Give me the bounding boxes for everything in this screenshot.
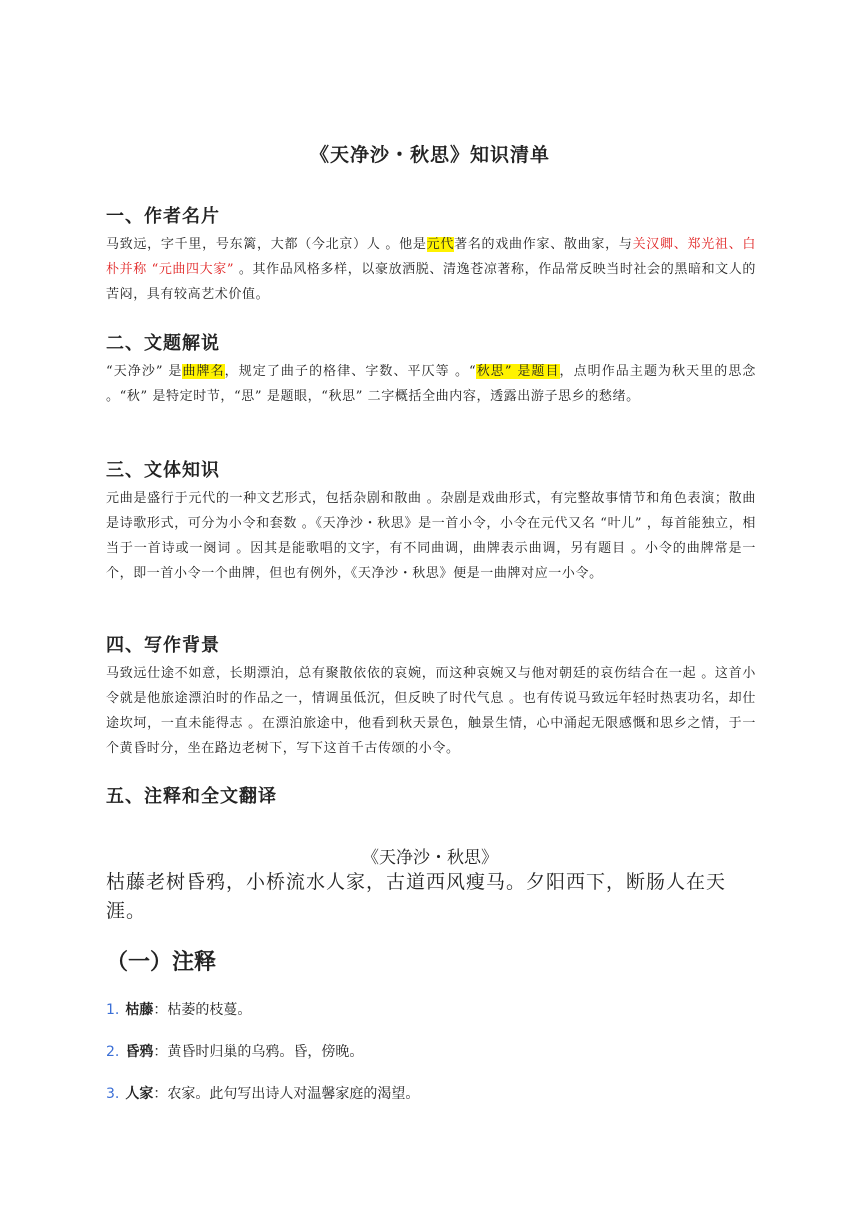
- title-explain-text-2: ，规定了曲子的格律、字数、平仄等 。“: [224, 364, 477, 379]
- author-text-1: 马致远，字千里，号东篱，大都（今北京）人 。他是: [106, 237, 427, 252]
- highlight-yuan-dynasty: 元代: [426, 237, 455, 252]
- notes-heading: （一）注释: [106, 950, 217, 975]
- section-heading-translation: 五、注释和全文翻译: [106, 786, 277, 807]
- page-title: 《天净沙・秋思》知识清单: [309, 144, 550, 166]
- note-term: 枯藤: [125, 1002, 154, 1018]
- author-text-2: 著名的戏曲作家、散曲家，与: [454, 237, 633, 252]
- highlight-qiusi-title: 秋思” 是题目: [476, 364, 560, 379]
- author-text-3: 。其作品风格多样，以豪放洒脱、清逸苍凉著称，作品常反映当时社会的黑暗和文人的苦闷，具有较高艺术价值。: [106, 262, 756, 302]
- section-heading-background: 四、写作背景: [106, 635, 220, 656]
- note-term: 人家: [125, 1086, 154, 1102]
- background-paragraph: 马致远仕途不如意，长期漂泊，总有聚散依依的哀婉，而这种哀婉又与他对朝廷的哀伤结合在一起 。这首小令就是他旅途漂泊时的作品之一，情调虽低沉，但反映了时代气息 。也有传说马致远年轻时热衷功名，却仕途坎坷，一直未能得志 。在漂泊旅途中，他看到秋天景色，触景生情，心中涌起无限感慨和思乡之情，于一个黄昏时分，坐在路边老树下，写下这首千古传颂的小令。: [106, 666, 756, 756]
- note-number: 1.: [106, 1002, 120, 1018]
- red-four-masters: 关汉卿、郑光祖、白朴并称 “元曲四大家”: [106, 237, 756, 277]
- note-number: 2.: [106, 1044, 120, 1060]
- note-number: 3.: [106, 1086, 120, 1102]
- section-heading-author: 一、作者名片: [106, 206, 220, 227]
- note-term: 昏鸦: [125, 1044, 154, 1060]
- poem-text: 枯藤老树昏鸦，小桥流水人家，古道西风瘦马。夕阳西下，断肠人在天涯。: [106, 871, 727, 922]
- genre-paragraph: 元曲是盛行于元代的一种文艺形式，包括杂剧和散曲 。杂剧是戏曲形式，有完整故事情节和角色表演；散曲是诗歌形式，可分为小令和套数 。《天净沙・秋思》是一首小令，小令在元代又名 “叶儿” ，每首能独立，相当于一首诗或一阕词 。因其是能歌唱的文字，有不同曲调，曲牌表示曲调，另有题目 。小令的曲牌常是一个，即一首小令一个曲牌，但也有例外，《天净沙・秋思》便是一曲牌对应一小令。: [106, 491, 756, 581]
- note-definition: ：枯萎的枝蔓。: [153, 1002, 252, 1018]
- author-paragraph: [106, 232, 756, 307]
- note-definition: ：农家。此句写出诗人对温馨家庭的渴望。: [153, 1086, 420, 1102]
- title-explain-paragraph: [106, 359, 756, 409]
- note-item: [106, 999, 251, 1019]
- title-explain-text-1: “天净沙” 是: [106, 364, 183, 379]
- section-heading-title-explain: 二、文题解说: [106, 333, 220, 354]
- section-heading-genre: 三、文体知识: [106, 460, 220, 481]
- poem-title: 《天净沙・秋思》: [362, 848, 498, 868]
- note-item: [106, 1041, 363, 1061]
- note-item: [106, 1083, 419, 1103]
- title-explain-text-3: ，点明作品主题为秋天里的思念 。“秋” 是特定时节，“思” 是题眼，“秋思” 二字概括全曲内容，透露出游子思乡的愁绪。: [106, 364, 757, 404]
- note-definition: ：黄昏时归巢的乌鸦。昏，傍晚。: [153, 1044, 364, 1060]
- highlight-qupai-name: 曲牌名: [182, 364, 225, 379]
